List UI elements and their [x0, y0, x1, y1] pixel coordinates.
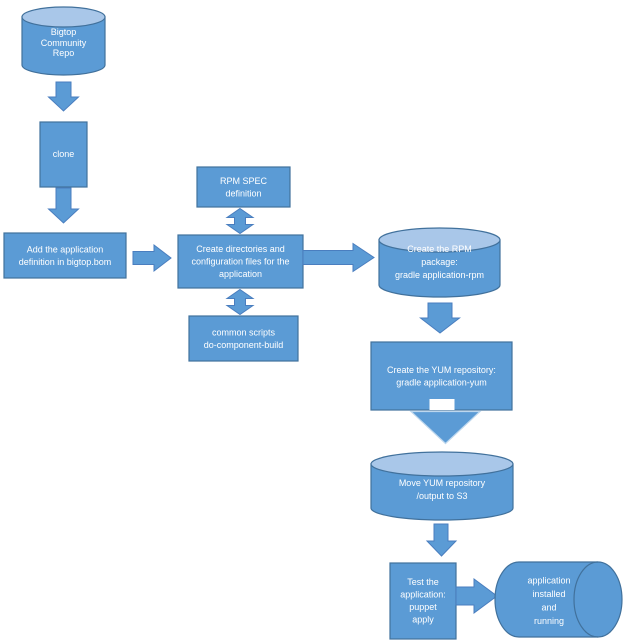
arrow-rpm-to-yum-icon [421, 303, 460, 333]
node-label: definition [225, 188, 262, 199]
arrow-repo-to-clone-icon [49, 82, 79, 111]
node-label: common scripts [211, 327, 276, 338]
node-label: Create the YUM repository: [387, 365, 496, 375]
node-label: Create directories and [196, 244, 285, 254]
arrow-move-to-test-icon [427, 524, 456, 556]
node-label: application: [400, 589, 446, 600]
arrow-clone-to-add-icon [49, 188, 79, 223]
rectangle-body [197, 167, 290, 207]
node-label: running [533, 616, 565, 626]
node-label: RPM SPEC [219, 176, 268, 186]
cylinder-top [22, 7, 105, 27]
rectangle-body [4, 233, 126, 278]
node-label: application [527, 575, 571, 586]
arrow-add-to-createdir-icon [133, 245, 171, 271]
node-label: package: [421, 257, 458, 267]
cylinder-top [371, 452, 513, 476]
node-label: Community [40, 38, 87, 48]
node-label: Test the [407, 577, 439, 587]
rectangle-body [390, 563, 456, 639]
node-rpm-spec [197, 167, 290, 207]
node-application-running [495, 562, 622, 637]
arrow-createdir-to-rpm-icon [303, 244, 374, 272]
node-label: clone [52, 149, 75, 159]
arrow-yum-to-move-icon [411, 412, 480, 444]
node-label: gradle application-rpm [394, 270, 485, 280]
node-label: Move YUM repository [398, 478, 486, 488]
node-label: Add the application [26, 244, 104, 255]
node-label: Create the RPM [407, 244, 472, 254]
node-label: Bigtop [50, 27, 77, 37]
node-test-application [390, 563, 456, 639]
node-label: installed [532, 589, 566, 599]
node-label: definition in bigtop.bom [18, 257, 112, 267]
node-clone [40, 122, 87, 187]
node-create-rpm-package [379, 228, 500, 297]
node-create-yum-repository [371, 342, 512, 410]
node-label: and [541, 602, 557, 613]
node-label: do-component-build [203, 340, 284, 350]
node-add-definition [4, 233, 126, 278]
node-common-scripts [189, 316, 298, 361]
node-label: puppet [409, 602, 437, 612]
node-label: Repo [52, 48, 75, 58]
double-arrow-createdir-scripts-icon [227, 290, 253, 315]
arrow-test-to-running-icon [456, 579, 497, 613]
rectangle-body [189, 316, 298, 361]
node-create-directories [178, 235, 303, 288]
node-label: application [218, 269, 263, 279]
double-arrow-spec-createdir-icon [227, 209, 253, 234]
node-bigtop-community-repo [22, 7, 105, 75]
node-label: gradle application-yum [396, 377, 487, 388]
node-label: /output to S3 [416, 491, 468, 501]
node-label: apply [412, 614, 434, 625]
node-move-yum-repository [371, 452, 513, 520]
node-label: configuration files for the [191, 256, 290, 267]
arrow-tail-notch [430, 399, 455, 410]
